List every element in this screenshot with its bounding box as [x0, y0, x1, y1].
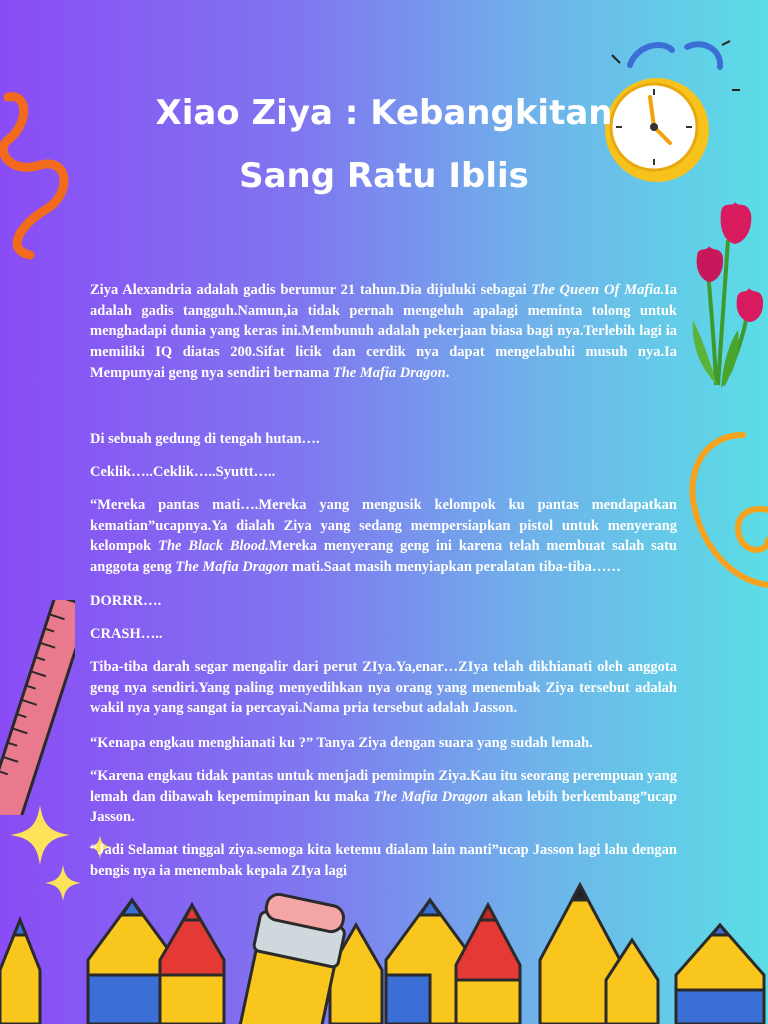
- paragraph-answer: “Karena engkau tidak pantas untuk menjadi pemimpin Ziya.Kau itu seorang perempuan yang lemah dan dibawah kepemimpinan ku maka The Mafia Dragon akan lebih berkembang”ucap Jasson.: [90, 768, 677, 826]
- paragraph-crash: CRASH…..: [90, 626, 163, 642]
- pencils-border-icon: [0, 880, 768, 1024]
- page-title-line2: Sang Ratu Iblis: [239, 156, 529, 196]
- paragraph-setting: Di sebuah gedung di tengah hutan….: [90, 431, 320, 447]
- paragraph-intro: Ziya Alexandria adalah gadis berumur 21 tahun.Dia dijuluki sebagai The Queen Of Mafia.Ia adalah gadis tangguh.Namun,ia tidak pernah mengeluh apalagi meminta tolong untuk menghadapi dunia yang keras ini.Membunuh adalah pekerjaan biasa bagi nya.Terlebih lagi ia memiliki IQ diatas 200.Sifat licik dan cerdik nya dapat mengelabuhi musuh nya.Ia Mempunyai geng nya sendiri bernama The Mafia Dragon.: [90, 282, 677, 381]
- paragraph-sound: Ceklik…..Ceklik…..Syuttt…..: [90, 464, 276, 480]
- ruler-icon: [0, 600, 75, 815]
- tulip-flowers-icon: [683, 200, 768, 390]
- page-title-line1: Xiao Ziya : Kebangkitan: [155, 93, 613, 133]
- paragraph-dorrr: DORRR….: [90, 593, 162, 609]
- paragraph-question: “Kenapa engkau menghianati ku ?” Tanya Ziya dengan suara yang sudah lemah.: [90, 735, 593, 751]
- swirl-icon: [685, 430, 768, 590]
- paragraph-betrayal: Tiba-tiba darah segar mengalir dari perut ZIya.Ya,enar…ZIya telah dikhianati oleh anggota geng nya sendiri.Yang paling menyedihkan nya orang yang menembak Ziya tersebut adalah wakil nya yang sangat ia percayai.Nama pria tersebut adalah Jasson.: [90, 659, 677, 717]
- paragraph-farewell: “Jadi Selamat tinggal ziya.semoga kita ketemu dialam lain nanti”ucap Jasson lagi lalu dengan bengis nya ia menembak kepala ZIya lagi: [90, 842, 677, 879]
- paragraph-attack: “Mereka pantas mati….Mereka yang mengusik kelompok ku pantas mendapatkan kematian”ucapnya.Ya dialah Ziya yang sedang mempersiapkan pistol untuk menyerang kelompok The Black Blood.Mereka menyerang geng ini karena telah membuat salah satu anggota geng The Mafia Dragon mati.Saat masih menyiapkan peralatan tiba-tiba……: [90, 497, 677, 576]
